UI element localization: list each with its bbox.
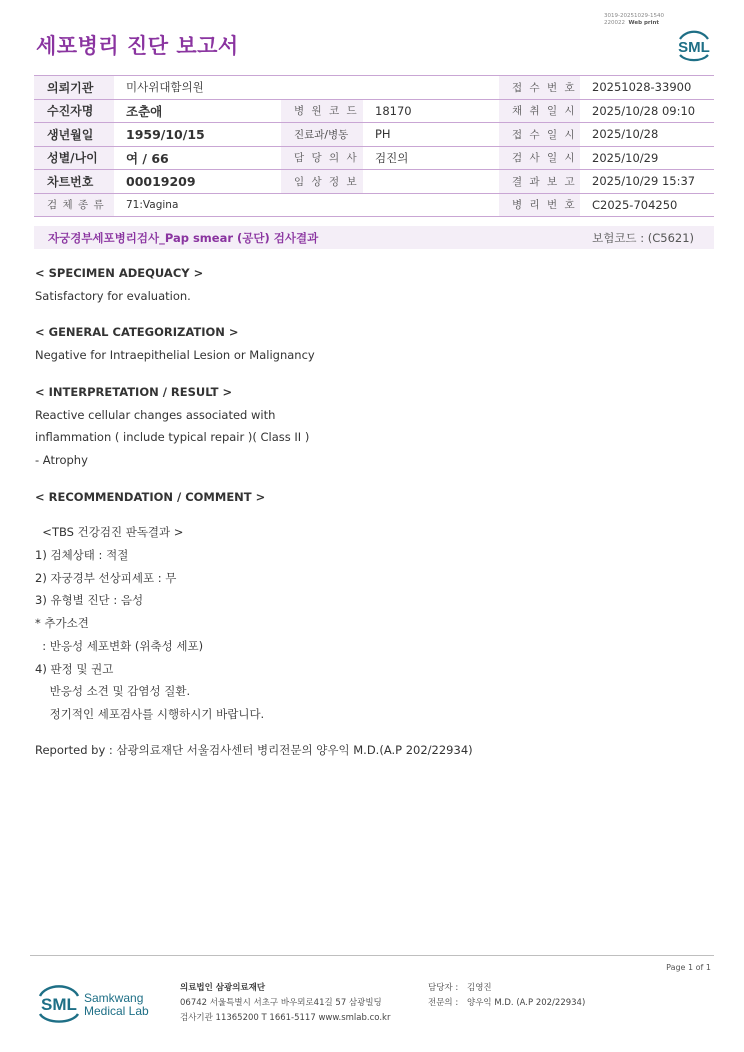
path-no-value: C2025-704250 xyxy=(580,193,714,217)
org-contact: 검사기관 11365200 T 1661-5117 www.smlab.co.kr xyxy=(180,1013,391,1023)
report-body xyxy=(35,262,715,761)
info-row xyxy=(34,146,714,170)
receipt-value: 2025/10/28 xyxy=(580,123,714,147)
chart-label: 차트번호 xyxy=(34,170,114,194)
exam-title-bar xyxy=(34,226,714,249)
doctor-value: 검진의 xyxy=(363,146,499,170)
specimen-label: 검 체 종 류 xyxy=(34,193,114,217)
result-value: 2025/10/29 15:37 xyxy=(580,170,714,194)
footer-brand-line1: Samkwang xyxy=(84,991,144,1005)
footer-staff xyxy=(428,981,585,1011)
clinical-label: 임 상 정 보 xyxy=(281,170,363,194)
interpretation-heading: < INTERPRETATION / RESULT > xyxy=(35,384,233,399)
comment-line-4: * 추가소견 xyxy=(35,616,89,631)
org-name: 의료법인 삼광의료재단 xyxy=(180,983,266,993)
info-row xyxy=(34,76,714,100)
exam-name: 자궁경부세포병리검사_Pap smear (공단) 검사결과 xyxy=(48,231,319,245)
patient-label: 수진자명 xyxy=(34,99,114,123)
page-number: Page 1 of 1 xyxy=(666,963,711,972)
interpretation-line-3: - Atrophy xyxy=(35,452,88,467)
requester-value: 미사위대함의원 xyxy=(114,76,499,100)
exam-date-label: 검 사 일 시 xyxy=(499,146,580,170)
comment-line-3: 3) 유형별 진단 : 음성 xyxy=(35,593,144,608)
adequacy-heading: < SPECIMEN ADEQUACY > xyxy=(35,266,204,280)
sml-logo-text: SML xyxy=(678,39,710,56)
web-print-label: Web print xyxy=(628,20,660,26)
footer-brand-line2: Medical Lab xyxy=(84,1004,149,1018)
document-code xyxy=(604,13,664,27)
clinical-value xyxy=(363,170,499,194)
comment-line-6: 4) 판정 및 권고 xyxy=(35,661,114,676)
category-heading: < GENERAL CATEGORIZATION > xyxy=(35,325,239,340)
document-code-line2: 220022 xyxy=(604,20,625,26)
birth-value: 1959/10/15 xyxy=(114,123,281,147)
interpretation-line-1: Reactive cellular changes associated with xyxy=(35,407,276,422)
comment-line-1: 1) 검체상태 : 적절 xyxy=(35,548,129,563)
dept-value: PH xyxy=(363,123,499,147)
insurance-code: 보험코드 : (C5621) xyxy=(592,231,694,245)
comment-heading: < RECOMMENDATION / COMMENT > xyxy=(35,489,266,504)
info-row xyxy=(34,123,714,147)
footer-logo-text: SML xyxy=(41,995,77,1014)
info-row xyxy=(34,193,714,217)
accession-label: 접 수 번 호 xyxy=(499,76,580,100)
comment-line-5: : 반응성 세포변화 (위축성 세포) xyxy=(35,638,204,653)
info-row xyxy=(34,170,714,194)
hospital-code-label: 병 원 코 드 xyxy=(281,99,363,123)
category-text: Negative for Intraepithelial Lesion or Malignancy xyxy=(35,348,315,363)
specialist-value: 양우익 M.D. (A.P 202/22934) xyxy=(467,998,586,1008)
comment-line-8: 정기적인 세포검사를 시행하시기 바랍니다. xyxy=(35,706,265,721)
sex-age-value: 여 / 66 xyxy=(114,146,281,170)
specimen-value: 71:Vagina xyxy=(114,193,499,217)
adequacy-text: Satisfactory for evaluation. xyxy=(35,288,191,303)
requester-label: 의뢰기관 xyxy=(34,76,114,100)
staff-label: 담당자 : xyxy=(428,983,459,993)
org-address: 06742 서울특별시 서초구 바우뫼로41길 57 삼광빌딩 xyxy=(180,998,382,1008)
sex-age-label: 성별/나이 xyxy=(34,146,114,170)
sml-logo-icon xyxy=(674,27,714,65)
footer-divider xyxy=(30,955,714,956)
footer-organization xyxy=(180,981,390,1026)
receipt-label: 접 수 일 시 xyxy=(499,123,580,147)
patient-info-table xyxy=(34,75,714,217)
samkwang-logo-icon xyxy=(38,982,158,1026)
hospital-code-value: 18170 xyxy=(363,99,499,123)
birth-label: 생년월일 xyxy=(34,123,114,147)
accession-value: 20251028-33900 xyxy=(580,76,714,100)
comment-line-7: 반응성 소견 및 감염성 질환. xyxy=(35,684,191,699)
result-label: 결 과 보 고 xyxy=(499,170,580,194)
tbs-heading: <TBS 건강검진 판독결과 > xyxy=(35,525,184,540)
collect-label: 채 취 일 시 xyxy=(499,99,580,123)
patient-value: 조춘애 xyxy=(114,99,281,123)
comment-line-2: 2) 자궁경부 선상피세포 : 무 xyxy=(35,570,177,585)
dept-label: 진료과/병동 xyxy=(281,123,363,147)
collect-value: 2025/10/28 09:10 xyxy=(580,99,714,123)
info-row xyxy=(34,99,714,123)
staff-value: 김영진 xyxy=(467,983,492,993)
exam-date-value: 2025/10/29 xyxy=(580,146,714,170)
specialist-label: 전문의 : xyxy=(428,998,459,1008)
reported-by: Reported by : 삼광의료재단 서울검사센터 병리전문의 양우익 M.D.(A.P 202/22934) xyxy=(35,742,473,757)
document-code-line1: 3019-20251029-1540 xyxy=(604,13,664,19)
doctor-label: 담 당 의 사 xyxy=(281,146,363,170)
page-title: 세포병리 진단 보고서 xyxy=(36,34,239,58)
interpretation-line-2: inflammation ( include typical repair )( Class II ) xyxy=(35,430,310,445)
chart-value: 00019209 xyxy=(114,170,281,194)
path-no-label: 병 리 번 호 xyxy=(499,193,580,217)
